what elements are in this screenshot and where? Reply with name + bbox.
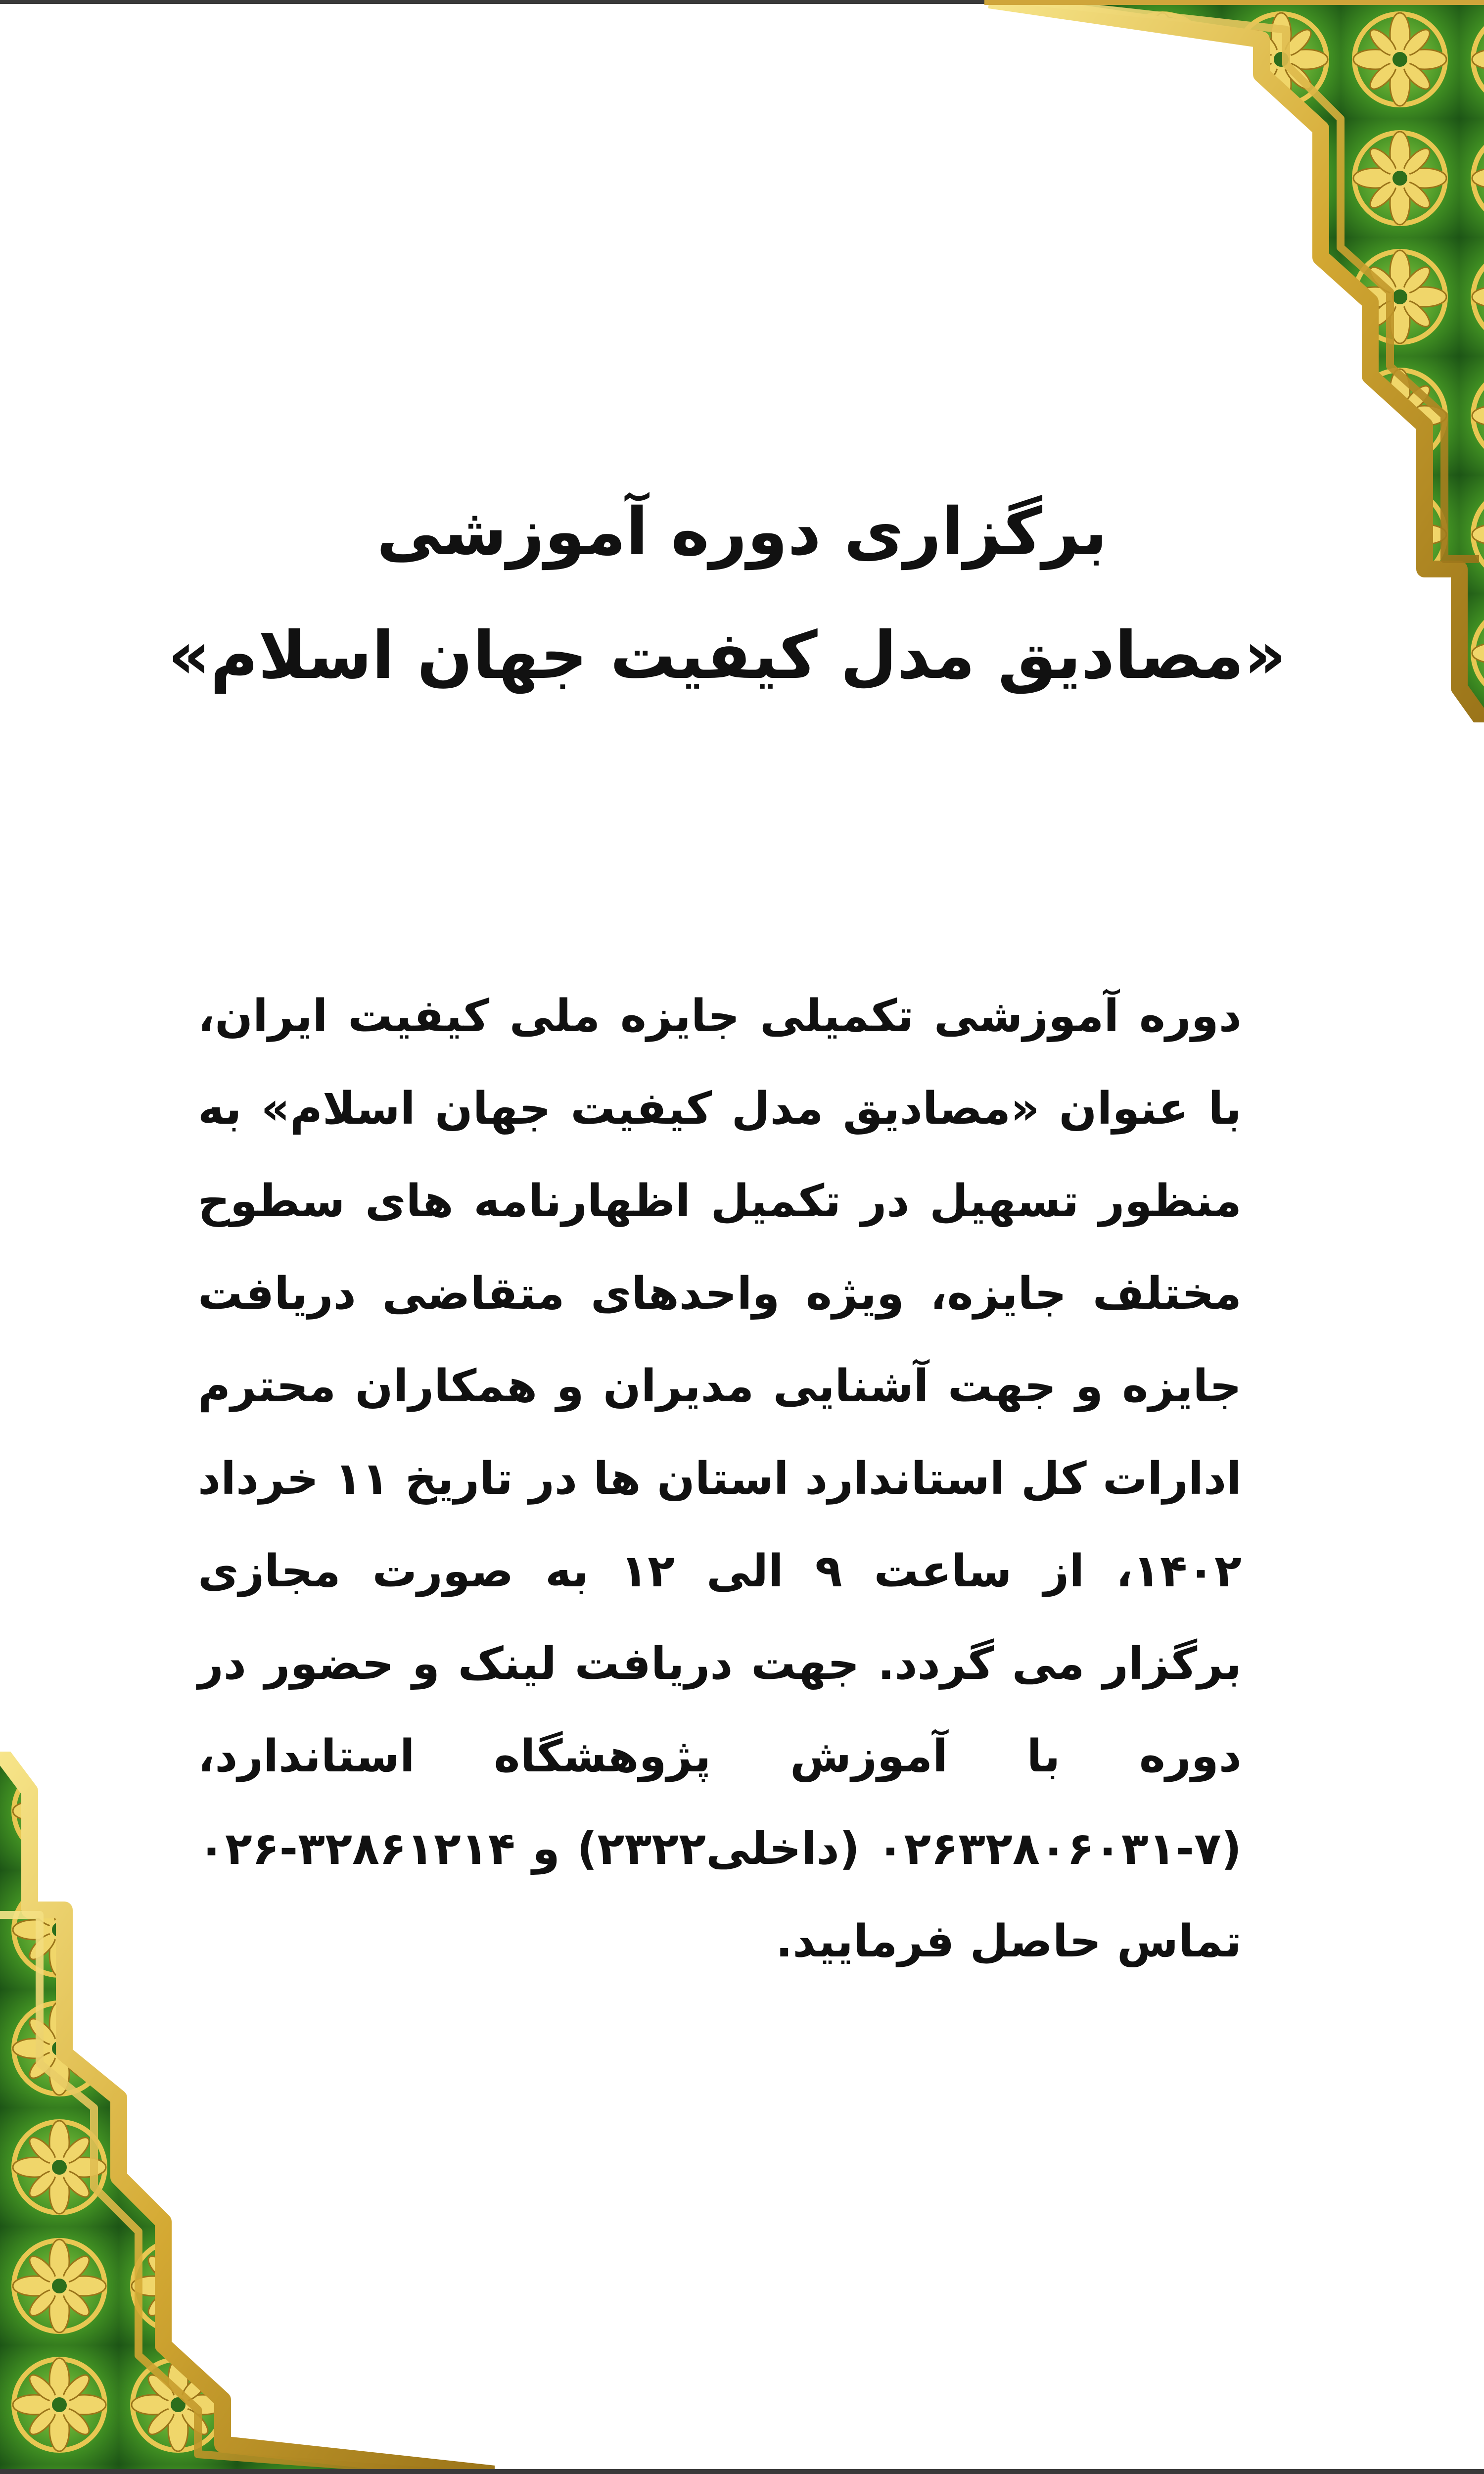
title-line-1: برگزاری دوره آموزشی (376, 494, 1108, 570)
title-line-2: «مصادیق مدل کیفیت جهان اسلام» (168, 618, 1286, 694)
bottom-border (0, 2469, 1484, 2474)
announcement-paragraph: دوره آموزشی تکمیلی جایزه ملی کیفیت ایران، با عنوان «مصادیق مدل کیفیت جهان اسلام» به منظور تسهیل در تکمیل اظهارنامه های سطوح مختلف جایزه، ویژه واحدهای متقاضی دریافت جایزه و جهت آشنایی مدیران و همکاران محترم ادارات کل استاندارد استان ها در تاریخ ۱۱ خرداد ۱۴۰۲، از ساعت ۹ الی ۱۲ به صورت مجازی برگزار می گردد. جهت دریافت لینک و حضور در دوره با آموزش پژوهشگاه استاندارد، (۷-۰۲۶۳۲۸۰۶۰۳۱ (داخلی۲۳۲۲) و ۳۲۸۶۱۲۱۴-۰۲۶ تماس حاصل فرمایید. (198, 990, 1242, 1967)
page-title (168, 470, 1286, 717)
